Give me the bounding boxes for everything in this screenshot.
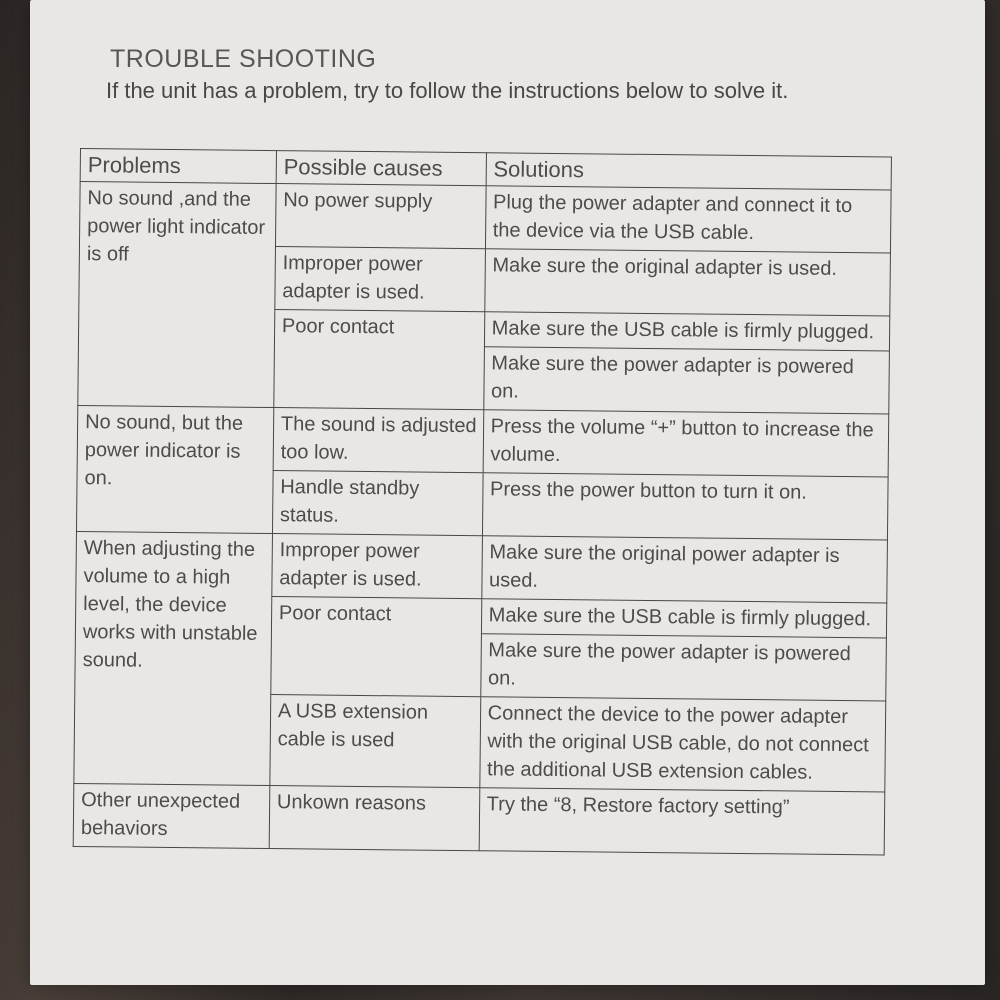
solution-cell: Press the volume “+” button to increase the volume. xyxy=(483,410,889,477)
header-problems: Problems xyxy=(80,149,276,184)
solution-cell: Plug the power adapter and connect it to the device via the USB cable. xyxy=(485,186,891,253)
table-row xyxy=(73,783,885,854)
intro-text: If the unit has a problem, try to follow the instructions below to solve it. xyxy=(106,78,789,103)
header-possible-causes: Possible causes xyxy=(276,151,486,186)
cause-cell: Poor contact xyxy=(271,597,482,697)
cause-cell: No power supply xyxy=(275,184,485,249)
solution-cell: Connect the device to the power adapter with the original USB cable, do not connect the additional USB extension cables. xyxy=(479,697,885,792)
problem-cell: No sound, but the power indicator is on. xyxy=(76,405,273,533)
problem-cell: No sound ,and the power light indicator is off xyxy=(78,182,276,408)
header-solutions: Solutions xyxy=(486,153,892,190)
cause-cell: Handle standby status. xyxy=(272,471,482,536)
cause-cell: The sound is adjusted too low. xyxy=(273,408,483,473)
solution-cell: Make sure the original adapter is used. xyxy=(484,249,890,316)
solution-cell: Make sure the USB cable is firmly plugged. xyxy=(484,312,890,351)
solution-cell: Press the power button to turn it on. xyxy=(482,473,888,540)
cause-cell: Unkown reasons xyxy=(269,786,479,851)
table-row xyxy=(77,405,889,476)
cause-cell: Improper power adapter is used. xyxy=(272,534,482,599)
table-row xyxy=(76,531,888,602)
cause-cell: Poor contact xyxy=(274,310,485,410)
troubleshooting-table xyxy=(73,148,892,855)
solution-cell: Make sure the USB cable is firmly plugged. xyxy=(481,599,887,638)
solution-cell: Make sure the power adapter is powered on. xyxy=(480,634,886,701)
solution-cell: Make sure the power adapter is powered on. xyxy=(483,347,889,414)
solution-cell: Try the “8, Restore factory setting” xyxy=(479,788,885,855)
solution-cell: Make sure the original power adapter is used. xyxy=(481,536,887,603)
problem-cell: When adjusting the volume to a high level, the device works with unstable sound. xyxy=(74,531,272,785)
page-title: TROUBLE SHOOTING xyxy=(110,45,377,73)
table-row xyxy=(79,182,891,253)
problem-cell: Other unexpected behaviors xyxy=(73,783,269,848)
cause-cell: Improper power adapter is used. xyxy=(275,247,485,312)
cause-cell: A USB extension cable is used xyxy=(270,695,481,788)
